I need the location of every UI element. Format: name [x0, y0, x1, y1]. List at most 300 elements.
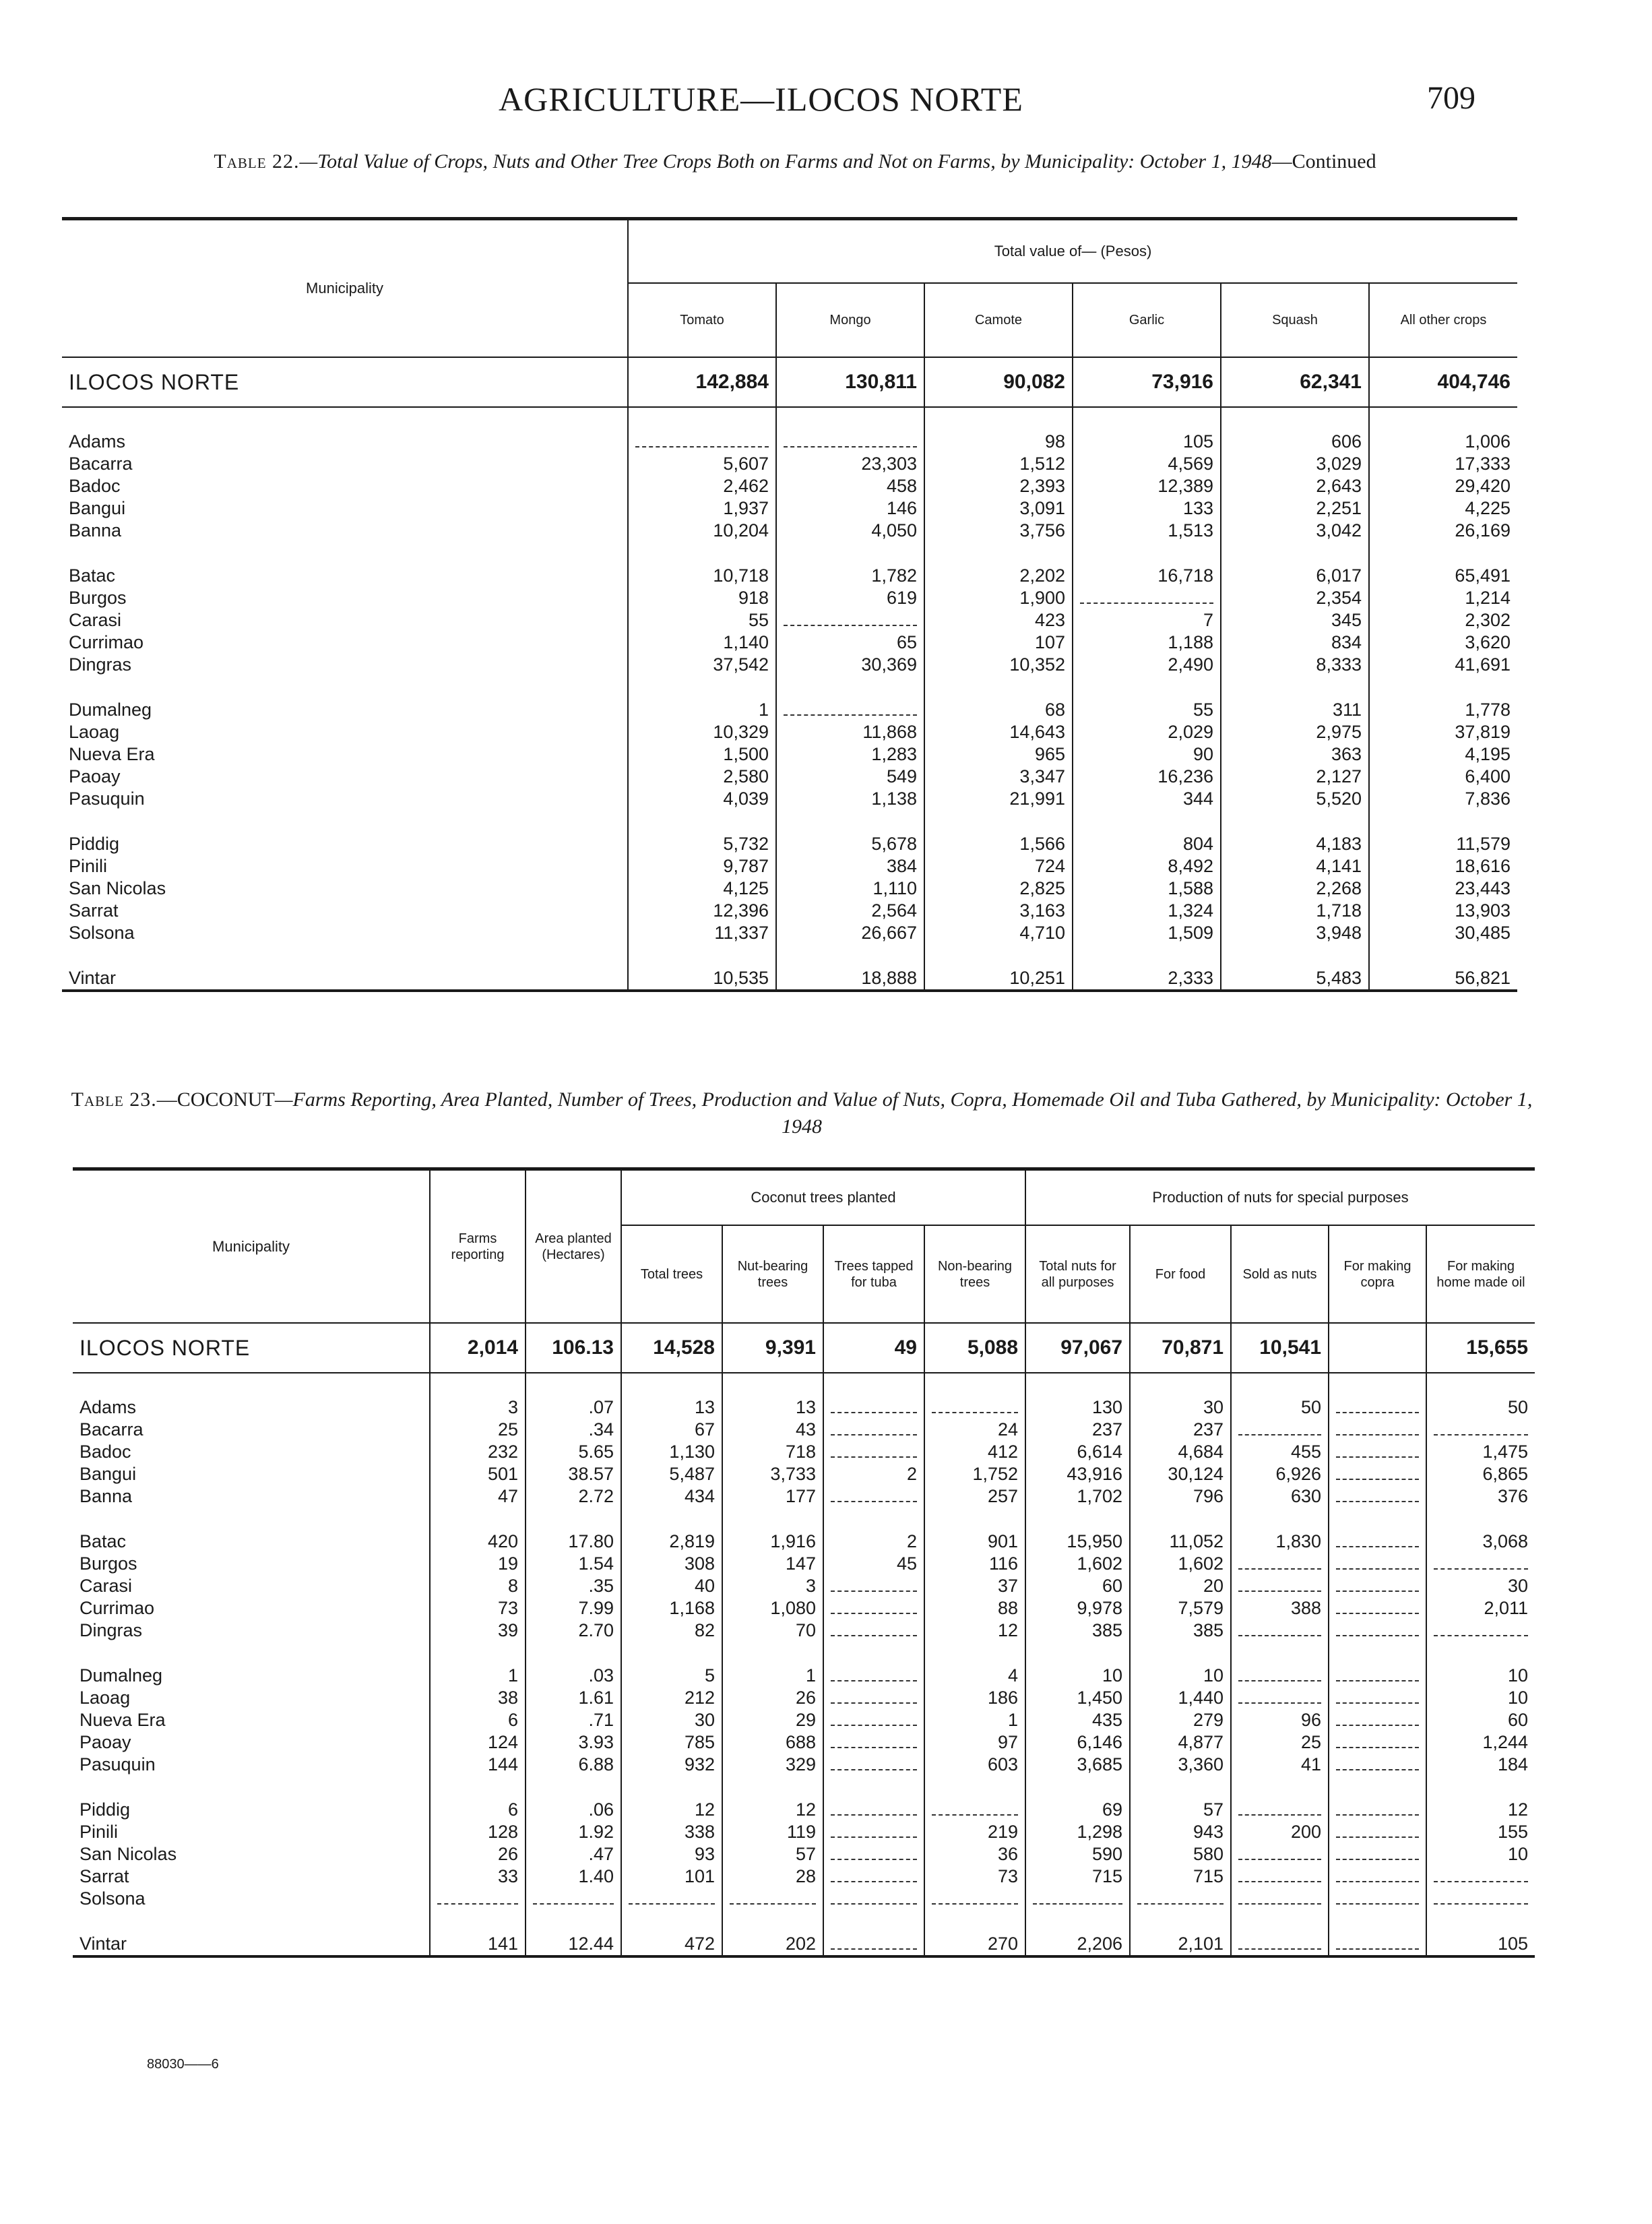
t23-value-cell: 1,602 [1130, 1553, 1231, 1575]
t22-municipality-name: Pasuquin [69, 789, 145, 809]
t23-spacer-cell [621, 1642, 722, 1665]
t23-value-cell: 388 [1231, 1597, 1329, 1619]
t22-value-cell: 1 [628, 699, 776, 721]
leader-dots [730, 1895, 816, 1905]
leader-dots [1336, 1493, 1419, 1502]
t23-spacer-cell [924, 1642, 1025, 1665]
leader-dots [831, 1627, 917, 1636]
leader-dots [1336, 1851, 1419, 1860]
t22-value-cell: 363 [1221, 743, 1369, 766]
t23-spacer-cell [73, 1776, 430, 1799]
t22-value-cell: 21,991 [924, 788, 1073, 810]
t23-value-cell: 3,068 [1426, 1531, 1535, 1553]
t23-empty-cell [1329, 1531, 1426, 1553]
page-number: 709 [1427, 80, 1475, 116]
t23-value-cell: 43,916 [1025, 1463, 1130, 1485]
t23-col-sold-as-nuts: Sold as nuts [1231, 1225, 1329, 1323]
t22-value-cell: 619 [776, 587, 924, 609]
t22-spacer-cell [1073, 542, 1221, 565]
t22-group-spacer [62, 944, 1517, 967]
t23-value-cell: 25 [430, 1419, 526, 1441]
t23-row-badoc [73, 1441, 1535, 1463]
t22-spacer-cell [1221, 407, 1369, 431]
t23-value-cell: 8 [430, 1575, 526, 1597]
t22-row-dumalneg [62, 699, 1517, 721]
t23-empty-cell [823, 1865, 924, 1888]
running-head: AGRICULTURE—ILOCOS NORTE [499, 80, 1023, 118]
t23-value-cell: 116 [924, 1553, 1025, 1575]
leader-dots [831, 1806, 917, 1816]
t23-municipality-name: Adams [80, 1397, 137, 1417]
leader-dots [831, 1605, 917, 1614]
t22-municipality-name: Batac [69, 565, 116, 586]
t23-empty-cell [1329, 1709, 1426, 1731]
t22-spacer-cell [62, 810, 628, 833]
t22-municipality-name: Sarrat [69, 900, 119, 921]
leader-dots [1336, 1672, 1419, 1681]
t23-value-cell: 1,130 [621, 1441, 722, 1463]
t23-municipality-name: Solsona [80, 1888, 146, 1909]
t22-value-cell: 2,127 [1221, 766, 1369, 788]
t22-municipality-name: San Nicolas [69, 878, 166, 898]
t22-spacer-cell [1073, 407, 1221, 431]
t22-empty-cell [776, 431, 924, 453]
t22-spacer-cell [1369, 810, 1517, 833]
t23-value-cell: 60 [1426, 1709, 1535, 1731]
leader-dots [1336, 1806, 1419, 1816]
t22-value-cell: 8,333 [1221, 654, 1369, 676]
t23-row-san-nicolas [73, 1843, 1535, 1865]
leader-dots [1238, 1560, 1321, 1570]
t22-row-sarrat [62, 900, 1517, 922]
t23-spacer-cell [73, 1642, 430, 1665]
t23-value-cell: 385 [1025, 1619, 1130, 1642]
t23-value-cell: 3 [430, 1396, 526, 1419]
t23-row-banna [73, 1485, 1535, 1508]
t23-value-cell: 28 [722, 1865, 823, 1888]
t23-spacer-cell [1130, 1910, 1231, 1933]
t23-value-cell: 2,101 [1130, 1933, 1231, 1956]
t22-row-solsona [62, 922, 1517, 944]
t23-empty-cell [1329, 1463, 1426, 1485]
t23-value-cell: 270 [924, 1933, 1025, 1956]
t22-value-cell: 8,492 [1073, 855, 1221, 877]
t22-spacer-cell [924, 542, 1073, 565]
t23-value-cell: 1,702 [1025, 1485, 1130, 1508]
leader-dots [1336, 1717, 1419, 1726]
t22-spacer-cell [628, 676, 776, 699]
t23-value-cell: 257 [924, 1485, 1025, 1508]
t22-value-cell: 311 [1221, 699, 1369, 721]
t23-value-cell: 24 [924, 1419, 1025, 1441]
t22-value-cell: 37,819 [1369, 721, 1517, 743]
t22-municipality-name: Adams [69, 431, 126, 452]
t23-row-bacarra [73, 1419, 1535, 1441]
t22-value-cell: 2,302 [1369, 609, 1517, 631]
t23-spacer-cell [1329, 1508, 1426, 1531]
t23-total-cell: 14,528 [621, 1323, 722, 1373]
leader-dots [831, 1582, 917, 1592]
t23-empty-cell [1329, 1731, 1426, 1754]
t23-value-cell: 6,926 [1231, 1463, 1329, 1485]
t23-municipality-name: Dumalneg [80, 1665, 163, 1686]
t23-spacer-cell [722, 1373, 823, 1396]
t22-value-cell: 3,091 [924, 497, 1073, 520]
leader-dots [1238, 1873, 1321, 1882]
t23-value-cell: 10 [1025, 1665, 1130, 1687]
t22-value-cell: 1,512 [924, 453, 1073, 475]
t22-row-burgos [62, 587, 1517, 609]
t23-municipality-name: Laoag [80, 1688, 131, 1708]
t23-empty-cell [1426, 1888, 1535, 1910]
leader-dots [831, 1448, 917, 1458]
t22-value-cell: 146 [776, 497, 924, 520]
t23-municipality-name: Currimao [80, 1598, 155, 1618]
t23-value-cell: 101 [621, 1865, 722, 1888]
t23-col-nut-bearing-trees: Nut-bearing trees [722, 1225, 823, 1323]
t22-value-cell: 3,042 [1221, 520, 1369, 542]
t22-row-batac [62, 565, 1517, 587]
t23-value-cell: 796 [1130, 1485, 1231, 1508]
t23-value-cell: 15,950 [1025, 1531, 1130, 1553]
t23-value-cell: 1,440 [1130, 1687, 1231, 1709]
t23-value-cell: 10 [1426, 1687, 1535, 1709]
t22-value-cell: 30,369 [776, 654, 924, 676]
t22-value-cell: 3,163 [924, 900, 1073, 922]
leader-dots [1336, 1560, 1419, 1570]
t22-municipality-name: Laoag [69, 722, 120, 742]
t23-value-cell: 17.80 [526, 1531, 621, 1553]
t22-value-cell: 1,006 [1369, 431, 1517, 453]
t22-spacer-cell [1221, 944, 1369, 967]
t22-value-cell: 26,169 [1369, 520, 1517, 542]
t22-value-cell: 55 [1073, 699, 1221, 721]
t23-value-cell: 237 [1025, 1419, 1130, 1441]
t22-value-cell: 1,283 [776, 743, 924, 766]
t23-value-cell: 630 [1231, 1485, 1329, 1508]
t22-spacer-cell [776, 542, 924, 565]
t23-value-cell: 385 [1130, 1619, 1231, 1642]
t23-value-cell: 435 [1025, 1709, 1130, 1731]
t22-total-cell: 62,341 [1221, 357, 1369, 407]
leader-dots [1336, 1448, 1419, 1458]
t22-value-cell: 3,347 [924, 766, 1073, 788]
leader-dots [1238, 1851, 1321, 1860]
t22-total-cell: 130,811 [776, 357, 924, 407]
t23-row-pinili [73, 1821, 1535, 1843]
t22-value-cell: 2,825 [924, 877, 1073, 900]
t22-value-cell: 11,579 [1369, 833, 1517, 855]
t22-value-cell: 9,787 [628, 855, 776, 877]
t23-col-farms: Farms reporting [430, 1169, 526, 1324]
t22-value-cell: 1,900 [924, 587, 1073, 609]
t23-total-label: ILOCOS NORTE [73, 1323, 430, 1373]
t22-row-bacarra [62, 453, 1517, 475]
t23-spacer-cell [722, 1776, 823, 1799]
leader-dots [784, 706, 917, 716]
t23-spacer-cell [1426, 1910, 1535, 1933]
t22-spacer-cell [1221, 810, 1369, 833]
t22-value-cell: 549 [776, 766, 924, 788]
t23-value-cell: 10 [1426, 1665, 1535, 1687]
t23-value-cell: 1,298 [1025, 1821, 1130, 1843]
t23-value-cell: 88 [924, 1597, 1025, 1619]
t23-value-cell: 57 [722, 1843, 823, 1865]
t22-spacer-cell [776, 676, 924, 699]
t23-empty-cell [1231, 1575, 1329, 1597]
t23-empty-cell [823, 1597, 924, 1619]
t22-row-carasi [62, 609, 1517, 631]
t23-value-cell: 2.70 [526, 1619, 621, 1642]
t23-empty-cell [924, 1799, 1025, 1821]
t23-value-cell: 329 [722, 1754, 823, 1776]
t23-empty-cell [823, 1933, 924, 1956]
t23-municipality-name: Sarrat [80, 1866, 129, 1886]
leader-dots [1336, 1895, 1419, 1905]
t23-value-cell: 147 [722, 1553, 823, 1575]
leader-dots [1238, 1672, 1321, 1681]
t23-value-cell: 13 [722, 1396, 823, 1419]
t23-value-cell: 41 [1231, 1754, 1329, 1776]
t23-value-cell: 3.93 [526, 1731, 621, 1754]
t23-value-cell: 12 [722, 1799, 823, 1821]
t23-value-cell: 1 [722, 1665, 823, 1687]
t22-spacer-cell [628, 542, 776, 565]
t23-row-carasi [73, 1575, 1535, 1597]
t23-spacer-cell [526, 1642, 621, 1665]
t23-spacer-cell [1329, 1373, 1426, 1396]
t22-row-currimao [62, 631, 1517, 654]
t23-spacer-cell [621, 1776, 722, 1799]
t22-municipality-name: Solsona [69, 923, 135, 943]
t23-municipality-name: Vintar [80, 1934, 127, 1954]
t23-spacer-cell [1231, 1508, 1329, 1531]
t23-value-cell: 29 [722, 1709, 823, 1731]
t23-municipality-name: Dingras [80, 1620, 143, 1640]
leader-dots [1336, 1404, 1419, 1413]
t23-value-cell: 200 [1231, 1821, 1329, 1843]
t22-value-cell: 2,462 [628, 475, 776, 497]
t23-empty-cell [823, 1485, 924, 1508]
t23-value-cell: 6 [430, 1799, 526, 1821]
t23-spacer-cell [1231, 1642, 1329, 1665]
t23-spacer-cell [1130, 1642, 1231, 1665]
t23-empty-cell [823, 1731, 924, 1754]
t23-empty-cell [823, 1754, 924, 1776]
leader-dots [1033, 1895, 1122, 1905]
t22-value-cell: 2,564 [776, 900, 924, 922]
t22-value-cell: 4,050 [776, 520, 924, 542]
t23-total-row [73, 1323, 1535, 1373]
t22-empty-cell [776, 699, 924, 721]
t22-row-pasuquin [62, 788, 1517, 810]
t22-value-cell: 1,138 [776, 788, 924, 810]
t22-value-cell: 13,903 [1369, 900, 1517, 922]
t23-value-cell: 12 [621, 1799, 722, 1821]
t23-col-area: Area planted (Hectares) [526, 1169, 621, 1324]
t22-municipality-name: Nueva Era [69, 744, 155, 764]
t22-value-cell: 23,443 [1369, 877, 1517, 900]
t22-municipality-name: Bangui [69, 498, 126, 518]
t23-empty-cell [1231, 1843, 1329, 1865]
t23-row-currimao [73, 1597, 1535, 1619]
t23-municipality-name: Bacarra [80, 1419, 144, 1440]
t22-value-cell: 1,110 [776, 877, 924, 900]
t23-value-cell: 4,684 [1130, 1441, 1231, 1463]
t23-total-cell: 9,391 [722, 1323, 823, 1373]
t23-empty-cell [823, 1687, 924, 1709]
t22-value-cell: 1,937 [628, 497, 776, 520]
t23-value-cell: 1.40 [526, 1865, 621, 1888]
t22-value-cell: 56,821 [1369, 967, 1517, 991]
t22-value-cell: 4,125 [628, 877, 776, 900]
t23-value-cell: 57 [1130, 1799, 1231, 1821]
t22-value-cell: 10,535 [628, 967, 776, 991]
t22-group-spacer [62, 542, 1517, 565]
t22-total-cell: 73,916 [1073, 357, 1221, 407]
t23-spacer-cell [1231, 1776, 1329, 1799]
leader-dots [831, 1851, 917, 1860]
t23-municipality-name: Batac [80, 1531, 127, 1551]
t23-spacer-cell [1025, 1642, 1130, 1665]
t23-value-cell: 580 [1130, 1843, 1231, 1865]
t23-total-cell: 70,871 [1130, 1323, 1231, 1373]
t23-empty-cell [823, 1821, 924, 1843]
leader-dots [1238, 1627, 1321, 1636]
t22-spacer-cell [628, 944, 776, 967]
t22-row-badoc [62, 475, 1517, 497]
t23-value-cell: 434 [621, 1485, 722, 1508]
t23-spacer-cell [823, 1910, 924, 1933]
t22-value-cell: 4,710 [924, 922, 1073, 944]
t23-value-cell: 1,168 [621, 1597, 722, 1619]
t22-value-cell: 1,718 [1221, 900, 1369, 922]
t22-value-cell: 12,389 [1073, 475, 1221, 497]
table23-label: Table 23. [71, 1088, 157, 1111]
t22-empty-cell [628, 431, 776, 453]
t22-value-cell: 1,566 [924, 833, 1073, 855]
t23-empty-cell [823, 1799, 924, 1821]
leader-dots [1434, 1873, 1528, 1882]
t23-empty-cell [1329, 1821, 1426, 1843]
t23-empty-cell [1025, 1888, 1130, 1910]
leader-dots [831, 1694, 917, 1704]
t23-value-cell: 50 [1231, 1396, 1329, 1419]
t22-row-san-nicolas [62, 877, 1517, 900]
table22-suffix: —Continued [1271, 150, 1376, 173]
leader-dots [831, 1828, 917, 1838]
t22-value-cell: 4,183 [1221, 833, 1369, 855]
t22-value-cell: 4,195 [1369, 743, 1517, 766]
t23-row-adams [73, 1396, 1535, 1419]
t23-value-cell: 67 [621, 1419, 722, 1441]
t23-empty-cell [1329, 1575, 1426, 1597]
t22-value-cell: 7,836 [1369, 788, 1517, 810]
t23-row-bangui [73, 1463, 1535, 1485]
t23-empty-cell [1231, 1865, 1329, 1888]
t22-municipality-name: Banna [69, 520, 122, 540]
t23-value-cell: 144 [430, 1754, 526, 1776]
t23-total-cell: 5,088 [924, 1323, 1025, 1373]
leader-dots [1434, 1560, 1528, 1570]
t23-value-cell: 96 [1231, 1709, 1329, 1731]
t23-value-cell: 1,830 [1231, 1531, 1329, 1553]
t23-spacer-cell [1329, 1776, 1426, 1799]
t23-value-cell: 177 [722, 1485, 823, 1508]
t23-value-cell: 237 [1130, 1419, 1231, 1441]
t23-spacer-cell [1025, 1910, 1130, 1933]
t23-col-non-bearing-trees: Non-bearing trees [924, 1225, 1025, 1323]
t22-value-cell: 5,678 [776, 833, 924, 855]
t22-value-cell: 26,667 [776, 922, 924, 944]
t23-empty-cell [1329, 1597, 1426, 1619]
t23-value-cell: 43 [722, 1419, 823, 1441]
t22-row-pinili [62, 855, 1517, 877]
t23-value-cell: 4 [924, 1665, 1025, 1687]
t23-value-cell: 901 [924, 1531, 1025, 1553]
t22-value-cell: 68 [924, 699, 1073, 721]
leader-dots [1238, 1940, 1321, 1950]
table22-caption [121, 148, 1469, 175]
t22-value-cell: 4,141 [1221, 855, 1369, 877]
t22-value-cell: 65 [776, 631, 924, 654]
t23-value-cell: 82 [621, 1619, 722, 1642]
t23-value-cell: 1,475 [1426, 1441, 1535, 1463]
t23-value-cell: 119 [722, 1821, 823, 1843]
t23-value-cell: 1.92 [526, 1821, 621, 1843]
t22-spacer-cell [1369, 542, 1517, 565]
t23-municipality-name: Burgos [80, 1553, 137, 1574]
t23-value-cell: 590 [1025, 1843, 1130, 1865]
t23-empty-cell [1231, 1665, 1329, 1687]
leader-dots [831, 1404, 917, 1413]
t23-value-cell: 338 [621, 1821, 722, 1843]
leader-dots [1238, 1895, 1321, 1905]
t23-value-cell: 47 [430, 1485, 526, 1508]
t22-value-cell: 10,204 [628, 520, 776, 542]
t23-total-cell: 10,541 [1231, 1323, 1329, 1373]
t23-row-dingras [73, 1619, 1535, 1642]
table23-caption [61, 1086, 1543, 1140]
table22-label: Table 22. [214, 150, 300, 173]
t22-value-cell: 105 [1073, 431, 1221, 453]
t23-spacer-cell [1329, 1642, 1426, 1665]
t22-value-cell: 4,569 [1073, 453, 1221, 475]
t23-municipality-name: Nueva Era [80, 1710, 166, 1730]
t23-spacer-cell [823, 1373, 924, 1396]
t22-value-cell: 4,225 [1369, 497, 1517, 520]
t23-row-dumalneg [73, 1665, 1535, 1687]
t23-spacer-cell [621, 1373, 722, 1396]
t23-total-cell: 106.13 [526, 1323, 621, 1373]
t22-value-cell: 1,778 [1369, 699, 1517, 721]
leader-dots [831, 1895, 917, 1905]
t22-value-cell: 133 [1073, 497, 1221, 520]
t23-col-total-trees: Total trees [621, 1225, 722, 1323]
t22-empty-cell [1073, 587, 1221, 609]
t22-spacer-cell [1221, 542, 1369, 565]
t22-spacer-cell [1221, 676, 1369, 699]
t23-spacer-cell [722, 1910, 823, 1933]
t22-value-cell: 90 [1073, 743, 1221, 766]
t23-value-cell: 37 [924, 1575, 1025, 1597]
t23-empty-cell [1329, 1485, 1426, 1508]
t23-spacer-cell [430, 1508, 526, 1531]
t23-municipality-name: San Nicolas [80, 1844, 177, 1864]
t23-group-trees: Coconut trees planted [621, 1169, 1025, 1226]
t23-value-cell: 50 [1426, 1396, 1535, 1419]
t23-empty-cell [1231, 1687, 1329, 1709]
